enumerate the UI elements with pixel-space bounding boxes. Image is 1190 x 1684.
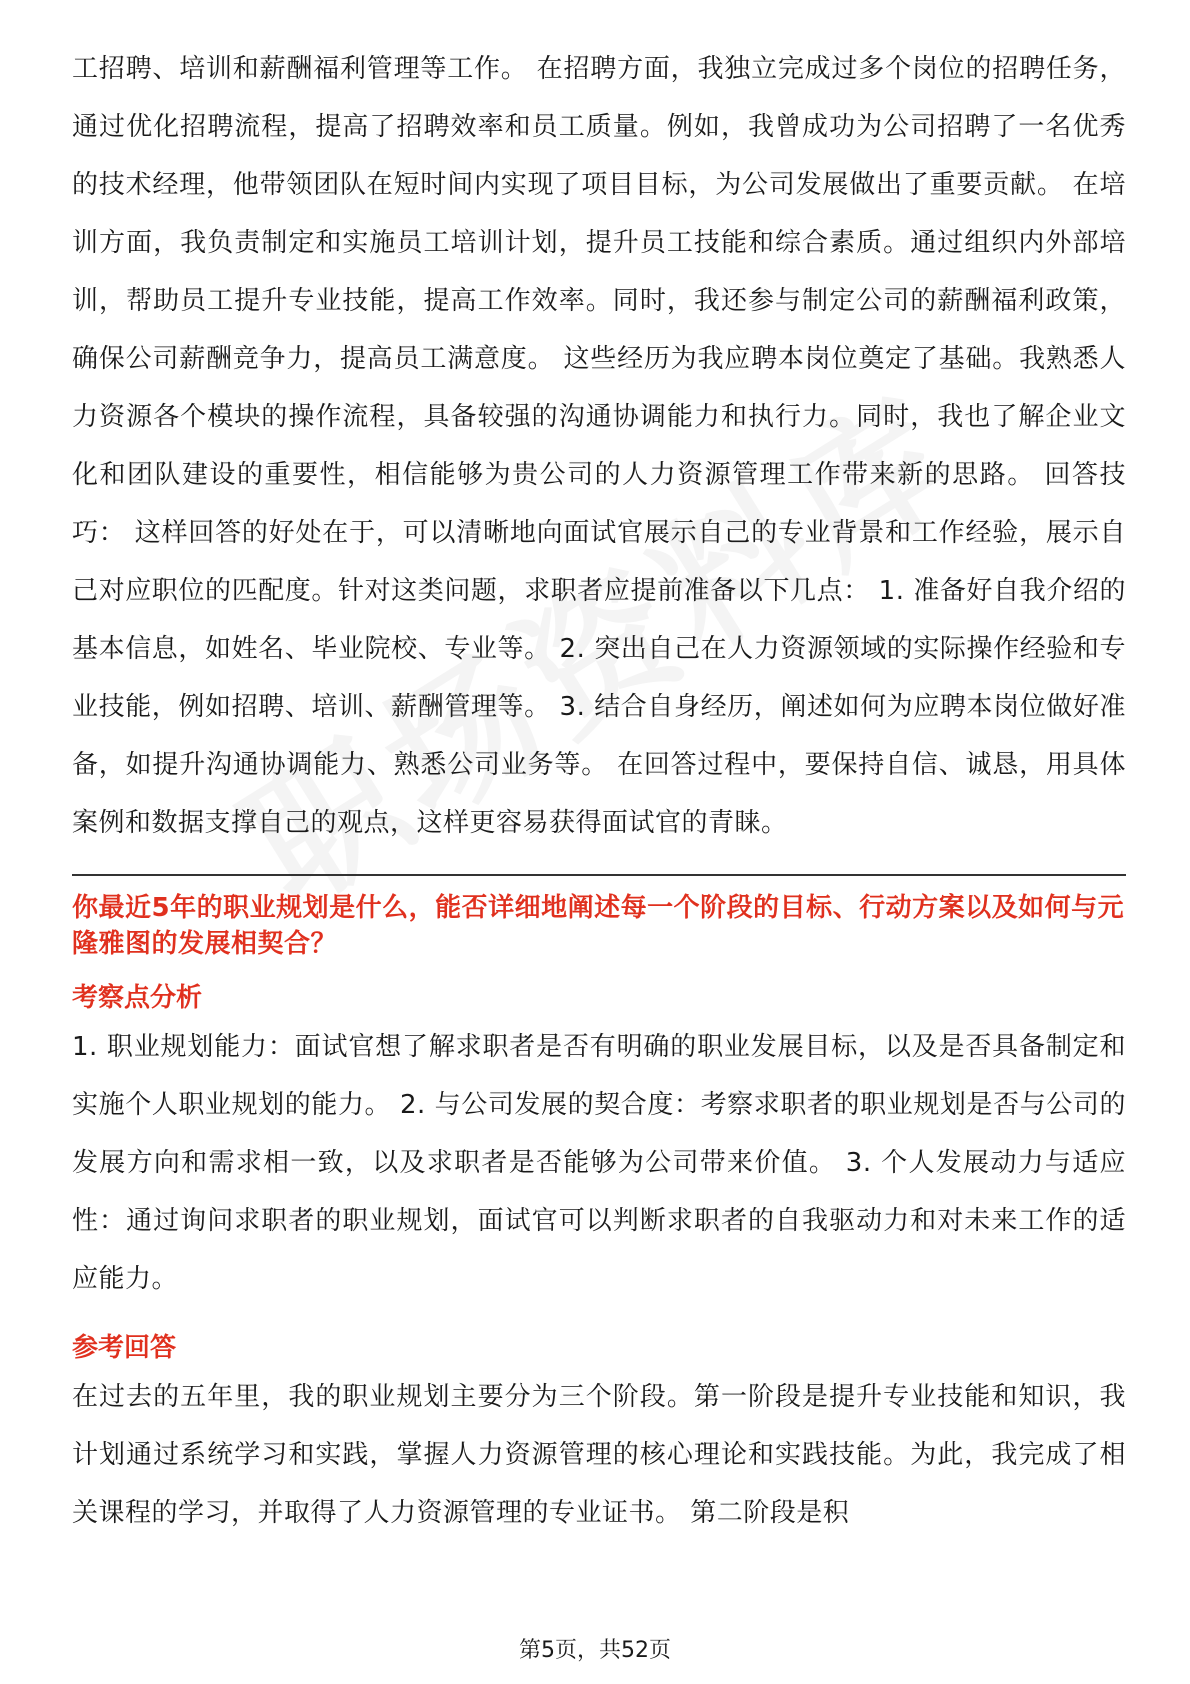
page-footer: 第5页，共52页 xyxy=(519,1638,671,1663)
body-paragraph-top: 工招聘、培训和薪酬福利管理等工作。 在招聘方面，我独立完成过多个岗位的招聘任务，通过优化招聘流程，提高了招聘效率和员工质量。例如，我曾成功为公司招聘了一名优秀的技术经理，他带领团队在短时间内实现了项目目标，为公司发展做出了重要贡献。 在培训方面，我负责制定和实施员工培训计划，提升员工技能和综合素质。通过组织内外部培训，帮助员工提升专业技能，提高工作效率。同时，我还参与制定公司的薪酬福利政策，确保公司薪酬竞争力，提高员工满意度。 这些经历为我应聘本岗位奠定了基础。我熟悉人力资源各个模块的操作流程，具备较强的沟通协调能力和执行力。同时，我也了解企业文化和团队建设的重要性，相信能够为贵公司的人力资源管理工作带来新的思路。 回答技巧： 这样回答的好处在于，可以清晰地向面试官展示自己的专业背景和工作经验，展示自己对应职位的匹配度。针对这类问题，求职者应提前准备以下几点： 1. 准备好自我介绍的基本信息，如姓名、毕业院校、专业等。 2. 突出自己在人力资源领域的实际操作经验和专业技能，例如招聘、培训、薪酬管理等。 3. 结合自身经历，阐述如何为应聘本岗位做好准备，如提升沟通协调能力、熟悉公司业务等。 在回答过程中，要保持自信、诚恳，用具体案例和数据支撑自己的观点，这样更容易获得面试官的青睐。 xyxy=(72,54,1126,838)
answer-paragraph: 在过去的五年里，我的职业规划主要分为三个阶段。第一阶段是提升专业技能和知识，我计划通过系统学习和实践，掌握人力资源管理的核心理论和实践技能。为此，我完成了相关课程的学习，并取得了人力资源管理的专业证书。 第二阶段是积 xyxy=(72,1382,1126,1528)
page-content xyxy=(72,40,1126,1542)
interview-question: 你最近5年的职业规划是什么，能否详细地阐述每一个阶段的目标、行动方案以及如何与元隆雅图的发展相契合？ xyxy=(72,893,1125,959)
analysis-heading: 考察点分析 xyxy=(72,983,203,1013)
answer-heading: 参考回答 xyxy=(72,1333,177,1363)
section-divider xyxy=(72,874,1126,876)
analysis-paragraph: 1. 职业规划能力：面试官想了解求职者是否有明确的职业发展目标，以及是否具备制定和实施个人职业规划的能力。 2. 与公司发展的契合度：考察求职者的职业规划是否与公司的发展方向和需求相一致，以及求职者是否能够为公司带来价值。 3. 个人发展动力与适应性：通过询问求职者的职业规划，面试官可以判断求职者的自我驱动力和对未来工作的适应能力。 xyxy=(72,1032,1126,1294)
